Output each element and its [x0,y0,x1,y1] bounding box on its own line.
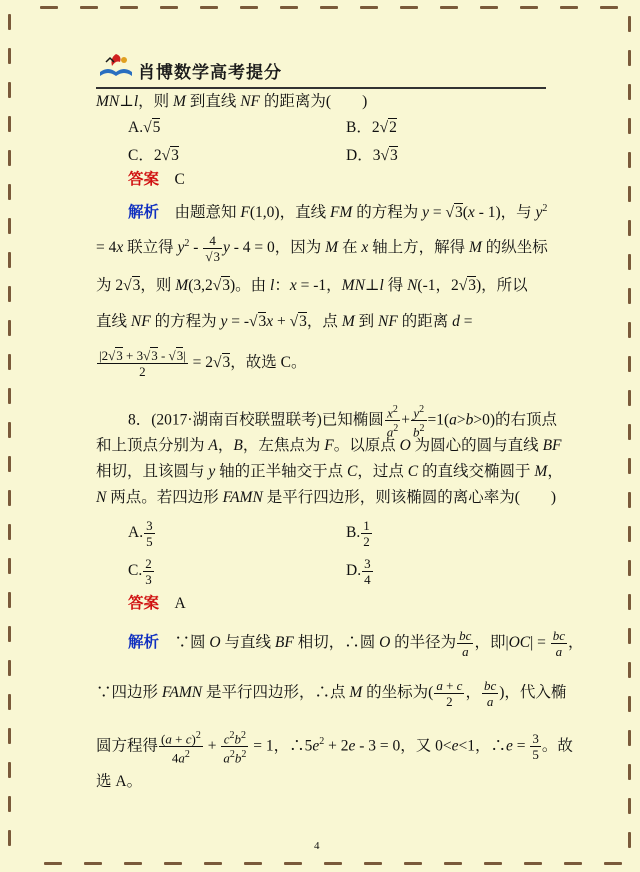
border-dash [124,862,142,865]
border-dash [8,626,11,642]
border-dash [560,6,578,9]
q8-stem-line-4: N 两点。若四边形 FAMN 是平行四边形，则该椭圆的离心率为( ) [96,489,557,506]
border-dash [628,492,631,508]
border-dash [628,526,631,542]
border-dash [360,6,378,9]
border-dash [8,150,11,166]
border-dash [404,862,422,865]
border-dash [440,6,458,9]
border-dash [204,862,222,865]
q7-analysis-label: 解析 [128,204,160,222]
border-dash [8,456,11,472]
border-dash [600,6,618,9]
border-dash [628,662,631,678]
border-dash [324,862,342,865]
q8-stem-line-2: 和上顶点分别为 A，B，左焦点为 F。以原点 O 为圆心的圆与直线 BF [96,437,562,454]
q7-option-a: A.√5 [128,119,161,136]
border-dash [8,82,11,98]
q8-stem-line-3: 相切，且该圆与 y 轴的正半轴交于点 C，过点 C 的直线交椭圆于 M， [96,463,563,480]
border-dash [628,84,631,100]
border-dash [520,6,538,9]
border-dash [628,458,631,474]
q7-option-b: B．2√2 [346,119,397,136]
q7-stem-tail: MN⊥l，则 M 到直线 NF 的距离为( ) [96,93,368,110]
border-dash [8,524,11,540]
border-dash [628,696,631,712]
border-dash [8,558,11,574]
q7-analysis-line-4: 直线 NF 的方程为 y = -√3x + √3，点 M 到 NF 的距离 d = [96,313,473,330]
border-dash [8,354,11,370]
q7-analysis-line-3: 为 2√3，则 M(3,2√3)。由 l：x = -1，MN⊥l 得 N(-1，2√3)，所以 [96,277,528,294]
border-dash [320,6,338,9]
q7-option-d: D．3√3 [346,147,398,164]
border-dash [524,862,542,865]
border-dash [8,830,11,846]
border-dash [604,862,622,865]
border-dash [628,186,631,202]
border-dash [628,322,631,338]
q7-answer [128,170,185,190]
border-dash [480,6,498,9]
border-dash [8,286,11,302]
border-dash [8,728,11,744]
border-dash [164,862,182,865]
border-dash [628,356,631,372]
border-dash [80,6,98,9]
q7-analysis-line-1: 解析 由题意知 F(1,0)，直线 FM 的方程为 y = √3(x - 1)，与 $y^2$ [128,203,548,222]
border-dash [8,762,11,778]
border-dash [628,152,631,168]
border-dash [628,16,631,32]
border-dash [564,862,582,865]
border-dash [628,288,631,304]
q8-analysis-line-3: 圆方程得 $\frac{(a + c)^2}{4a^2}$ + $\frac{c^2b^2}{a^2b^2}$ = 1，$\therefore 5e^2 + 2e - 3 = 0$，又 0<e<1，∴e = $\frac{3}{5}$ 。故 [96,730,573,766]
q8-analysis-line-1: 解析 ∵圆 O 与直线 BF 相切，∴圆 O 的半径为 $\frac{bc}{a}$ ，即|OC| = $\frac{bc}{a}$ ， [128,628,584,659]
border-dash [8,490,11,506]
border-dash [628,798,631,814]
border-dash [44,862,62,865]
book-logo-icon [96,48,136,84]
q8-option-a: A. $\frac{3}{5}$ [128,518,153,549]
border-dash [8,184,11,200]
q8-option-b: B. $\frac{1}{2}$ [346,518,370,549]
q8-analysis-line-4: 选 A。 [96,773,143,790]
border-dash [444,862,462,865]
border-dash [628,118,631,134]
q8-option-d: D. $\frac{3}{4}$ [346,556,371,587]
q7-analysis-line-2: = 4x 联立得 $y^2$ - $\frac{4}{√3}$ y - 4 = 0，因为 M 在 x 轴上方，解得 M 的纵坐标 [96,233,548,264]
border-dash [8,14,11,30]
border-dash [120,6,138,9]
border-dash [240,6,258,9]
q8-answer [128,594,186,614]
border-dash [628,254,631,270]
border-dash [628,832,631,848]
q8-analysis-label: 解析 [128,634,160,652]
border-dash [200,6,218,9]
border-dash [244,862,262,865]
border-dash [280,6,298,9]
border-dash [628,594,631,610]
border-dash [40,6,58,9]
q8-answer-value: A [174,595,186,612]
q8-analysis-line-2: ∵四边形 FAMN 是平行四边形，∴点 M 的坐标为( $\frac{a + c}{2}$ ， $\frac{bc}{a}$ )，代入椭 [96,678,567,709]
border-dash [628,730,631,746]
border-dash [160,6,178,9]
border-dash [8,116,11,132]
border-dash [628,390,631,406]
border-dash [8,694,11,710]
border-dash [400,6,418,9]
border-dash [8,252,11,268]
border-dash [628,220,631,236]
border-dash [628,424,631,440]
q8-option-c: C. $\frac{2}{3}$ [128,556,152,587]
logo-text: 肖博数学高考提分 [138,63,282,82]
border-dash [8,48,11,64]
border-dash [484,862,502,865]
q7-answer-label: 答案 [128,171,160,188]
header-rule [96,87,546,89]
q7-answer-value: C [174,171,185,188]
border-dash [8,660,11,676]
page-header [96,48,546,90]
border-dash [628,560,631,576]
q7-option-c: C．2√3 [128,147,179,164]
border-dash [8,320,11,336]
border-dash [628,764,631,780]
q8-answer-label: 答案 [128,595,160,612]
border-dash [8,218,11,234]
q8-stem-line-1: 8．(2017·湖南百校联盟联考)已知椭圆 $\frac{x^2}{a^2}$ + $\frac{y^2}{b^2}$ =1(a>b>0)的右顶点 [128,404,558,440]
border-dash [628,50,631,66]
border-dash [364,862,382,865]
border-dash [8,422,11,438]
border-dash [8,592,11,608]
border-dash [8,388,11,404]
border-dash [628,628,631,644]
page-number: 4 [314,840,320,852]
border-dash [84,862,102,865]
border-dash [8,796,11,812]
q7-analysis-line-5: $\frac{|2√3 + 3√3 - √3|}{2}$ = 2√3，故选 C。 [99,348,307,379]
border-dash [284,862,302,865]
